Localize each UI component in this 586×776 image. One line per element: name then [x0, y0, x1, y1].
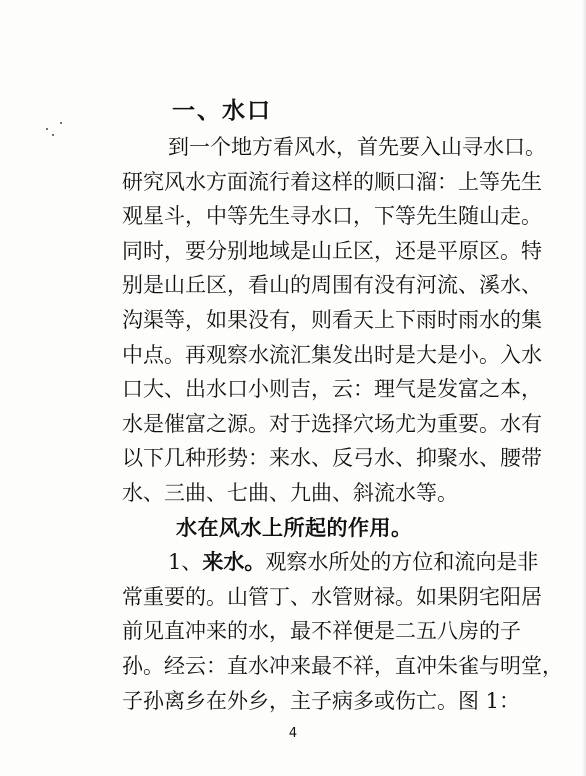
body-text [122, 130, 562, 718]
page-number: 4 [288, 726, 298, 741]
paragraph-line: 以下几种形势：来水、反弓水、抑聚水、腰带 [122, 446, 542, 471]
paragraph-line: 水是催富之源。对于选择穴场尤为重要。水有 [122, 411, 542, 436]
paragraph-line: 沟渠等，如果没有，则看天上下雨时雨水的集 [122, 307, 542, 332]
item-text: 观察水所处的方位和流向是非 [265, 550, 539, 575]
scan-speck [60, 122, 62, 124]
paragraph-line: 同时，要分别地域是山丘区，还是平原区。特 [122, 238, 542, 263]
paragraph-line: 口大、出水口小则吉，云：理气是发富之本， [122, 377, 542, 402]
subheading: 水在风水上所起的作用。 [176, 514, 413, 540]
paragraph-line: 中点。再观察水流汇集发出时是大是小。入水 [122, 342, 542, 367]
item-first-line [122, 545, 562, 580]
paragraph-line: 水、三曲、七曲、九曲、斜流水等。 [122, 480, 458, 505]
paragraph-line: 别是山丘区，看山的周围有没有河流、溪水、 [122, 273, 542, 298]
paragraph-line: 常重要的。山管丁、水管财禄。如果阴宅阳居 [122, 584, 542, 609]
paragraph-line: 前见直冲来的水，最不祥便是二五八房的子 [122, 619, 521, 644]
paragraph-line: 研究风水方面流行着这样的顺口溜：上等先生 [122, 169, 542, 194]
item-term: 来水。 [202, 549, 266, 575]
paragraph-line: 孙。经云：直水冲来最不祥，直冲朱雀与明堂， [122, 653, 563, 678]
scan-speck [46, 128, 48, 130]
scan-speck [52, 134, 54, 136]
page-edge-shadow [582, 0, 586, 776]
item-number: 1、 [168, 550, 203, 575]
paragraph-line: 子孙离乡在外乡，主子病多或伤亡。图 1： [122, 688, 521, 713]
paragraph-line: 到一个地方看风水，首先要入山寻水口。 [168, 135, 546, 159]
section-title: 一、水口 [172, 97, 272, 124]
paragraph-line: 观星斗，中等先生寻水口，下等先生随山走。 [122, 204, 542, 229]
